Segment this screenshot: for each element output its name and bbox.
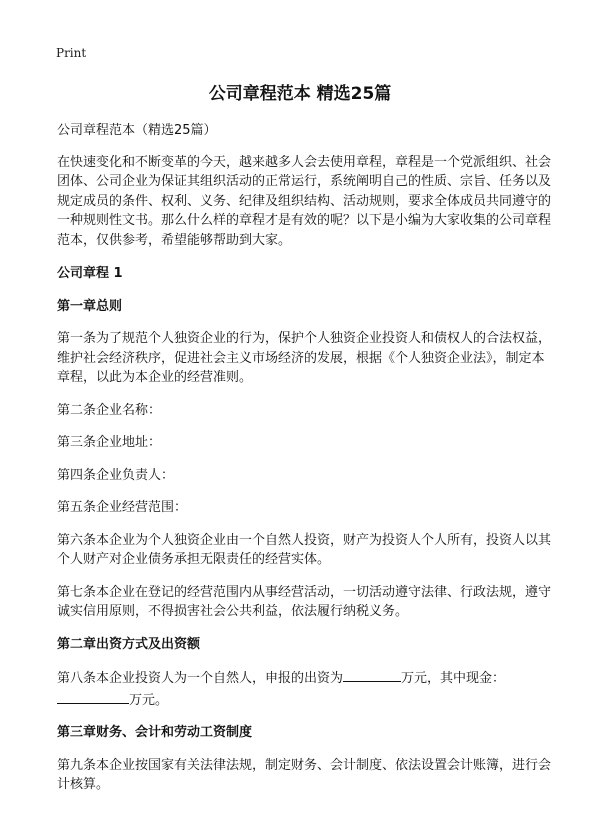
article-1: 第一条为了规范个人独资企业的行为，保护个人独资企业投资人和债权人的合法权益，维护社会经济秩序，促进社会主义市场经济的发展，根据《个人独资企业法》，制定本章程，以此为本企业的经营准则。 [57, 331, 552, 385]
article-2: 第二条企业名称： [57, 402, 162, 418]
article-3: 第三条企业地址： [57, 435, 162, 450]
document-body [57, 121, 557, 808]
article-6: 第六条本企业为个人独资企业由一个自然人投资，财产为投资人个人所有，投资人以其个人财产对企业债务承担无限责任的经营实体。 [57, 532, 552, 567]
article-7: 第七条本企业在登记的经营范围内从事经营活动，一切活动遵守法律、行政法规，遵守诚实信用原则，不得损害社会公共利益，依法履行纳税义务。 [57, 584, 552, 619]
article-8-text-2: 万元，其中现金： [401, 671, 506, 686]
document-subtitle: 公司章程范本（精选25篇） [57, 123, 217, 138]
print-link[interactable]: Print [56, 46, 87, 60]
chapter-heading-3: 第三章财务、会计和劳动工资制度 [57, 725, 253, 740]
article-5: 第五条企业经营范围： [57, 500, 188, 515]
chapter-heading-1: 第一章总则 [57, 298, 123, 314]
section-heading-1: 公司章程 1 [57, 266, 123, 281]
article-9: 第九条本企业按国家有关法律法规，制定财务、会计制度、依法设置会计账簿，进行会计核算。 [57, 757, 552, 792]
article-8-text-1: 第八条本企业投资人为一个自然人，申报的出资为 [57, 671, 344, 686]
article-4: 第四条企业负责人： [57, 467, 175, 483]
chapter-heading-2: 第二章出资方式及出资额 [57, 636, 201, 652]
article-8 [57, 667, 557, 710]
blank-field-cash [57, 689, 129, 704]
page-title: 公司章程范本 精选25篇 [208, 84, 392, 104]
intro-paragraph: 在快速变化和不断变革的今天，越来越多人会去使用章程，章程是一个党派组织、社会团体、公司企业为保证其组织活动的正常运行，系统阐明自己的性质、宗旨、任务以及规定成员的条件、权利、义务、纪律及组织结构、活动规则，要求全体成员共同遵守的一种规则性文书。那么什么样的章程才是有效的呢？以下是小编为大家收集的公司章程范本，仅供参考，希望能够帮助到大家。 [57, 154, 552, 248]
article-8-text-3: 万元。 [129, 692, 169, 708]
blank-field-investment [343, 667, 401, 682]
